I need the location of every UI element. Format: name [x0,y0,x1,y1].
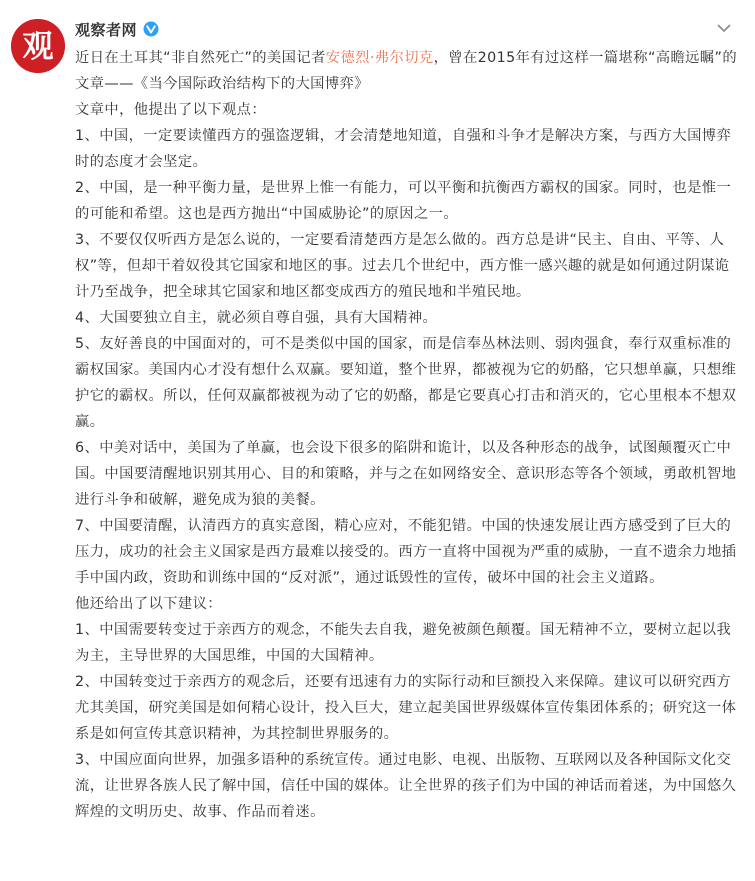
avatar[interactable] [11,19,65,73]
paragraph-point-4: 4、大国要独立自主，就必须自尊自强，具有大国精神。 [75,310,438,326]
paragraph-suggestion-3: 3、中国应面向世界，加强多语种的系统宣传。通过电影、电视、出版物、互联网以及各种国际文化交流，让世界各族人民了解中国，信任中国的媒体。让全世界的孩子们为中国的神话而着迷，为中国悠久辉煌的文明历史、故事、作品而着迷。 [75,752,737,820]
post-body [75,45,740,825]
post-intro [75,45,740,97]
chevron-down-icon[interactable] [715,19,733,37]
paragraph-point-5: 5、友好善良的中国面对的，可不是类似中国的国家，而是信奉丛林法则、弱肉强食，奉行双重标准的霸权国家。美国内心才没有想什么双赢。要知道，整个世界，都被视为它的奶酪，它只想单赢，只想维护它的霸权。所以，任何双赢都被视为动了它的奶酪，都是它要真心打击和消灭的，它心里根本不想双赢。 [75,336,737,430]
paragraph-suggestion-2: 2、中国转变过于亲西方的观念后，还要有迅速有力的实际行动和巨额投入来保障。建议可以研究西方尤其美国，研究美国是如何精心设计，投入巨大，建立起美国世界级媒体宣传集团体系的；研究这一体系是如何宣传其意识精神，为其控制世界服务的。 [75,674,737,742]
paragraph-point-7: 7、中国要清醒，认清西方的真实意图，精心应对，不能犯错。中国的快速发展让西方感受到了巨大的压力，成功的社会主义国家是西方最难以接受的。西方一直将中国视为严重的威胁，一直不遗余力地插手中国内政，资助和训练中国的“反对派”，通过诋毁性的宣传，破坏中国的社会主义道路。 [75,518,737,586]
paragraph-point-3: 3、不要仅仅听西方是怎么说的，一定要看清楚西方是怎么做的。西方总是讲“民主、自由、平等、人权”等，但却干着奴役其它国家和地区的事。过去几个世纪中，西方惟一感兴趣的就是如何通过阴谋诡计乃至战争，把全球其它国家和地区都变成西方的殖民地和半殖民地。 [75,232,730,300]
intro-text-after: ，曾在2015年有过这样一篇堪称“高瞻远瞩”的文章——《当今国际政治结构下的大国博弈》 [75,50,738,92]
paragraph-lead: 文章中，他提出了以下观点： [75,102,267,118]
guancha-logo-icon [11,19,65,73]
post-header [75,16,159,42]
intro-text-before: 近日在土耳其“非自然死亡”的美国记者 [75,50,326,66]
verified-v-icon [143,21,159,37]
paragraph-point-6: 6、中美对话中，美国为了单赢，也会设下很多的陷阱和诡计，以及各种形态的战争，试图颠覆灭亡中国。中国要清醒地识别其用心、目的和策略，并与之在如网络安全、意识形态等各个领域，勇敢机智地进行斗争和破解，避免成为狼的美餐。 [75,440,737,508]
author-mention-link[interactable]: 安德烈·弗尔切克 [325,50,434,66]
paragraph-suggestions-lead: 他还给出了以下建议： [75,596,222,612]
author-name[interactable]: 观察者网 [75,20,138,39]
paragraph-suggestion-1: 1、中国需要转变过于亲西方的观念，不能失去自我，避免被颜色颠覆。国无精神不立，要树立起以我为主，主导世界的大国思维，中国的大国精神。 [75,622,732,664]
paragraph-point-2: 2、中国，是一种平衡力量，是世界上惟一有能力，可以平衡和抗衡西方霸权的国家。同时，也是惟一的可能和希望。这也是西方抛出“中国威胁论”的原因之一。 [75,180,732,222]
paragraph-point-1: 1、中国，一定要读懂西方的强盗逻辑，才会清楚地知道，自强和斗争才是解决方案，与西方大国博弈时的态度才会坚定。 [75,128,732,170]
avatar-glyph: 观 [22,29,54,65]
